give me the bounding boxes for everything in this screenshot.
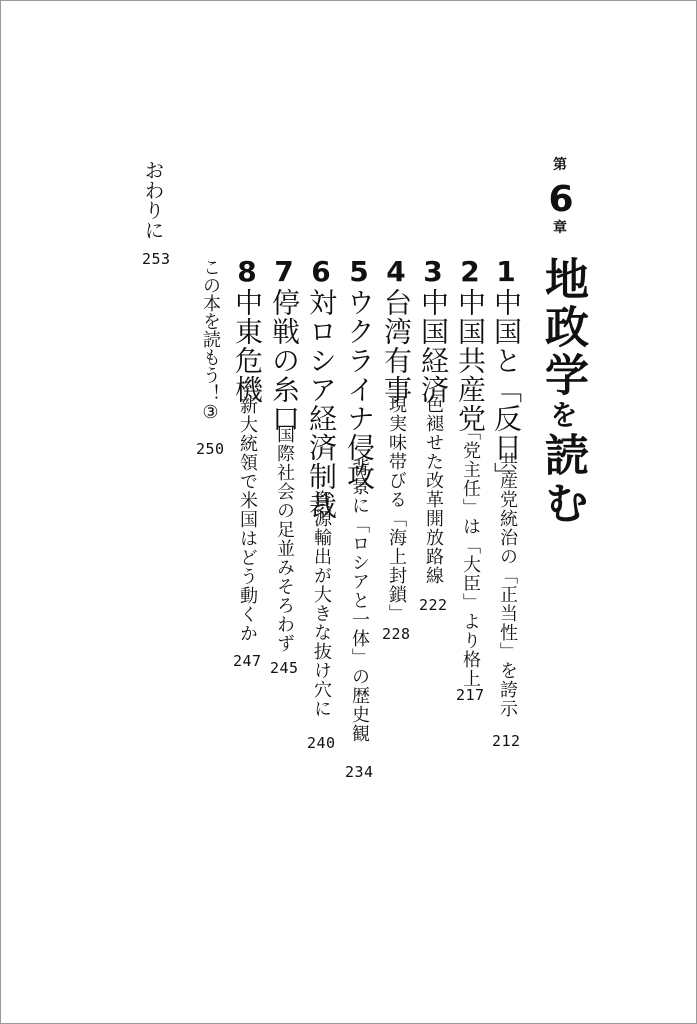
section-7-title[interactable]: 停戦の糸口 [268, 288, 301, 433]
section-3-page: 222 [419, 596, 448, 614]
section-7-number: 7 [274, 255, 294, 288]
section-5-page: 234 [345, 763, 374, 781]
section-1-title[interactable]: 中国と「反日」 [490, 288, 523, 491]
book-recommendation-title[interactable]: この本を読もう！③ [200, 258, 221, 423]
section-2-subtitle: 「党主任」は「大臣」より格上 [460, 422, 481, 688]
section-8-page: 247 [233, 652, 262, 670]
section-3-subtitle: 色褪せた改革開放路線 [423, 395, 444, 585]
chapter-title-part-b: 読む [537, 432, 588, 528]
section-7-page: 245 [270, 659, 299, 677]
section-3-number: 3 [423, 255, 443, 288]
chapter-number: 6 [548, 179, 574, 220]
chapter-title [537, 256, 588, 528]
section-7-subtitle: 国際社会の足並みそろわず [274, 425, 295, 653]
section-3-title[interactable]: 中国経済 [417, 288, 450, 404]
section-2-number: 2 [460, 255, 480, 288]
chapter-prefix: 第 [553, 157, 567, 173]
section-2-title[interactable]: 中国共産党 [454, 288, 487, 433]
section-1-number: 1 [496, 255, 516, 288]
section-5-subtitle: 背景に「ロシアと一体」の歴史観 [349, 458, 370, 743]
chapter-suffix: 章 [553, 220, 567, 236]
section-8-title[interactable]: 中東危機 [231, 288, 264, 404]
book-recommendation-page: 250 [196, 440, 225, 458]
section-5-number: 5 [349, 255, 369, 288]
section-4-subtitle: 現実味帯びる「海上封鎖」 [386, 395, 407, 623]
section-6-title[interactable]: 対ロシア経済制裁 [305, 288, 338, 520]
chapter-title-particle: を [546, 400, 579, 432]
section-1-subtitle: 共産党統治の「正当性」を誇示 [497, 452, 518, 718]
section-8-number: 8 [237, 255, 257, 288]
section-1-page: 212 [492, 732, 521, 750]
section-8-subtitle: 新大統領で米国はどう動くか [237, 396, 258, 643]
closing-page: 253 [142, 250, 171, 268]
section-4-page: 228 [382, 625, 411, 643]
section-4-title[interactable]: 台湾有事 [380, 288, 413, 404]
section-6-subtitle: 資源輸出が大きな抜け穴に [311, 490, 332, 718]
chapter-title-part-a: 地政学 [537, 256, 588, 400]
section-4-number: 4 [386, 255, 406, 288]
section-6-number: 6 [311, 255, 331, 288]
section-2-page: 217 [456, 686, 485, 704]
section-6-page: 240 [307, 734, 336, 752]
section-5-title[interactable]: ウクライナ侵攻 [343, 288, 376, 491]
closing-title[interactable]: おわりに [141, 160, 165, 240]
